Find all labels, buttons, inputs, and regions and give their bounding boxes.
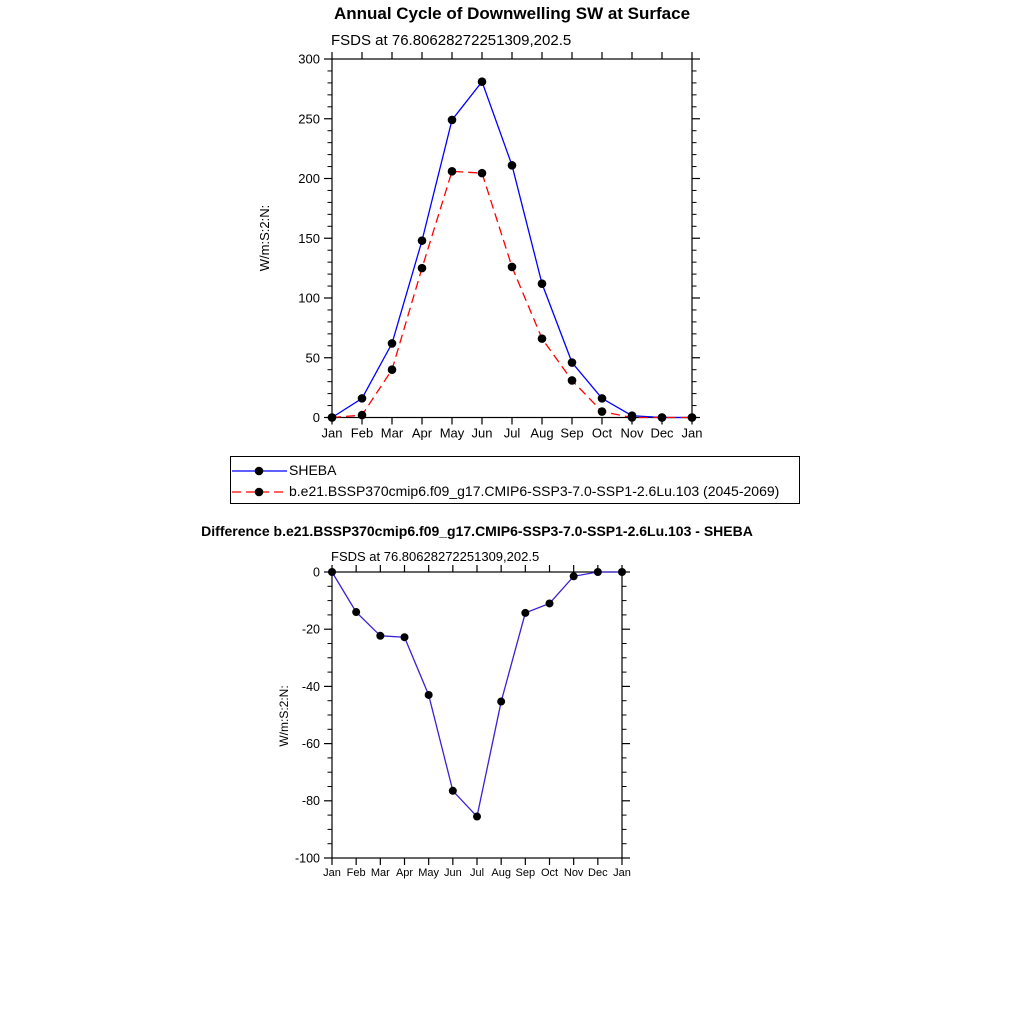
top-chart-title: Annual Cycle of Downwelling SW at Surface [333,4,691,23]
y-tick-label: -20 [301,622,320,637]
data-point [688,413,697,422]
data-point [618,568,626,576]
data-point [508,263,517,272]
data-point [497,698,505,706]
data-point [658,413,667,422]
x-tick-label: Mar [380,425,404,441]
x-tick-label: Apr [395,867,414,879]
x-tick-label: Oct [591,425,613,441]
data-point [448,167,457,176]
legend-entry-model [231,481,799,502]
legend-entry-sheba [231,460,799,481]
legend-label: b.e21.BSSP370cmip6.f09_g17.CMIP6-SSP3-7.0-SSP1-2.6Lu.103 (2045-2069) [289,483,780,499]
data-point [425,691,433,699]
series-line-1 [332,171,692,417]
difference-chart-title: Difference b.e21.BSSP370cmip6.f09_g17.CMIP6-SSP3-7.0-SSP1-2.6Lu.103 - SHEBA [201,523,753,539]
series-line-0 [332,572,622,817]
data-point [568,358,577,367]
x-tick-label: Jan [681,425,703,441]
legend-marker [255,487,264,496]
data-point [546,599,554,607]
x-tick-label: Dec [650,425,674,441]
data-point [418,236,427,245]
x-tick-label: Nov [563,867,584,879]
legend-line-sample-solid [231,464,289,478]
x-tick-label: Apr [411,425,433,441]
data-point [568,376,577,385]
plot-frame [332,59,692,418]
x-tick-label: May [418,867,440,879]
data-point [598,407,607,416]
x-tick-label: Feb [346,867,366,879]
x-tick-label: Jan [323,867,341,879]
legend [230,456,800,504]
y-tick-label: 300 [298,51,320,67]
data-point [358,394,367,403]
data-point [401,633,409,641]
data-point [538,279,547,288]
y-tick-label: 0 [312,410,320,426]
x-tick-label: Sep [515,867,536,879]
x-tick-label: May [439,425,465,441]
data-point [570,572,578,580]
x-tick-label: Aug [491,867,511,879]
legend-line-sample-dashed [231,485,289,499]
data-point [598,394,607,403]
data-point [473,813,481,821]
x-tick-label: Jan [613,867,631,879]
y-tick-label: -60 [301,736,320,751]
y-tick-label: -80 [301,794,320,809]
data-point [449,787,457,795]
data-point [328,413,337,422]
x-tick-label: Sep [560,425,584,441]
x-tick-label: Mar [370,867,390,879]
data-point [594,568,602,576]
data-point [508,161,517,170]
x-tick-label: Jun [471,425,493,441]
y-axis-label: W/m:S:2:N: [257,204,272,272]
x-tick-label: Feb [350,425,374,441]
y-tick-label: 150 [298,230,320,246]
series-line-0 [332,82,692,418]
data-point [388,339,397,348]
data-point [376,632,384,640]
data-point [448,116,457,125]
x-tick-label: Jun [443,867,462,879]
y-tick-label: -100 [294,851,320,866]
y-tick-label: 0 [313,565,320,580]
data-point [388,365,397,374]
x-tick-label: Jan [321,425,343,441]
data-point [358,411,367,420]
data-point [538,334,547,343]
x-tick-label: Nov [620,425,644,441]
x-tick-label: Dec [588,867,608,879]
y-axis-label: W/m:S:2:N: [277,685,291,747]
y-tick-label: 100 [298,290,320,306]
x-tick-label: Jul [503,425,521,441]
data-point [478,169,487,178]
top-chart-subtitle: FSDS at 76.80628272251309,202.5 [331,32,572,49]
data-point [478,77,487,86]
y-tick-label: 50 [305,350,320,366]
x-tick-label: Jul [469,867,485,879]
data-point [521,609,529,617]
y-tick-label: -40 [301,679,320,694]
data-point [352,608,360,616]
legend-marker [255,466,264,475]
data-point [628,413,637,422]
x-tick-label: Oct [540,867,559,879]
legend-label: SHEBA [289,462,337,478]
data-point [418,264,427,273]
y-tick-label: 200 [298,171,320,187]
data-point [328,568,336,576]
y-tick-label: 250 [298,111,320,127]
x-tick-label: Aug [530,425,554,441]
difference-chart-subtitle: FSDS at 76.80628272251309,202.5 [331,549,540,564]
